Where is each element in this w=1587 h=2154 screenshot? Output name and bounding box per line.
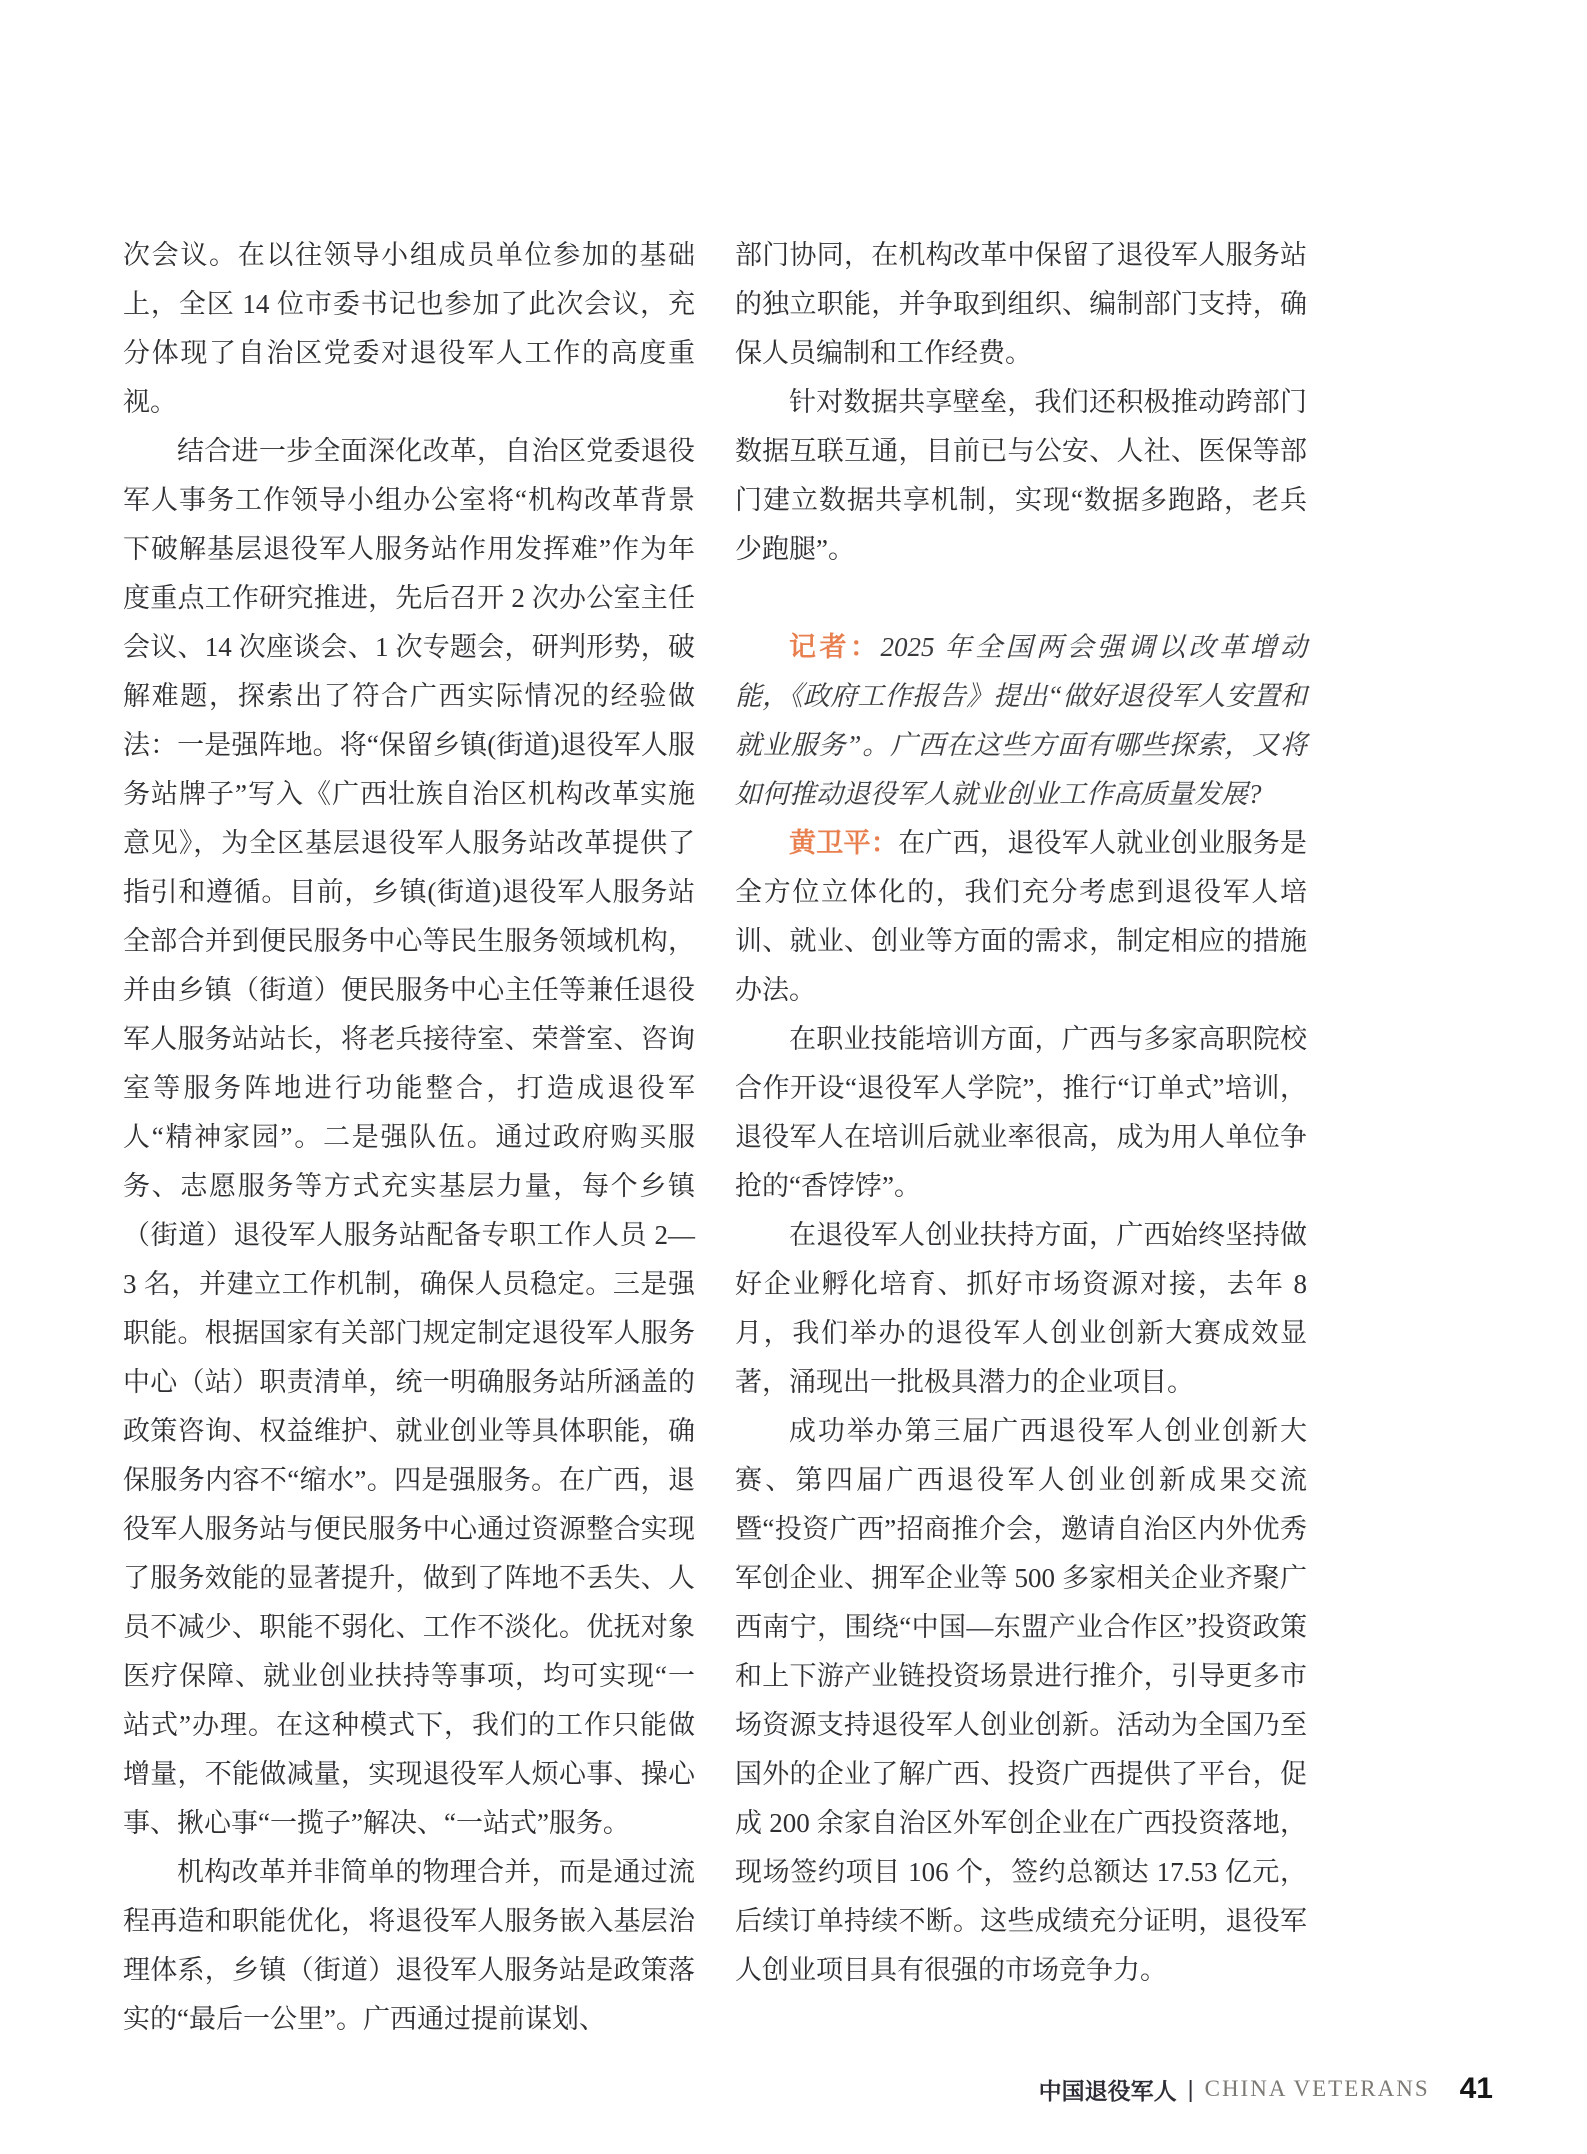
question-text: 2025 年全国两会强调以改革增动能，《政府工作报告》提出“做好退役军人安置和就业服务”。广西在这些方面有哪些探索，又将如何推动退役军人就业创业工作高质量发展?: [735, 632, 1308, 809]
paragraph: 结合进一步全面深化改革，自治区党委退役军人事务工作领导小组办公室将“机构改革背景下破解基层退役军人服务站作用发挥难”作为年度重点工作研究推进，先后召开 2 次办公室主任会议、14 次座谈会、1 次专题会，研判形势，破解难题，探索出了符合广西实际情况的经验做法：一是强阵地。将“保留乡镇(街道)退役军人服务站牌子”写入《广西壮族自治区机构改革实施意见》，为全区基层退役军人服务站改革提供了指引和遵循。目前，乡镇(街道)退役军人服务站全部合并到便民服务中心等民生服务领域机构，并由乡镇（街道）便民服务中心主任等兼任退役军人服务站站长，将老兵接待室、荣誉室、咨询室等服务阵地进行功能整合，打造成退役军人“精神家园”。二是强队伍。通过政府购买服务、志愿服务等方式充实基层力量，每个乡镇（街道）退役军人服务站配备专职工作人员 2—3 名，并建立工作机制，确保人员稳定。三是强职能。根据国家有关部门规定制定退役军人服务中心（站）职责清单，统一明确服务站所涵盖的政策咨询、权益维护、就业创业等具体职能，确保服务内容不“缩水”。四是强服务。在广西，退役军人服务站与便民服务中心通过资源整合实现了服务效能的显著提升，做到了阵地不丢失、人员不减少、职能不弱化、工作不淡化。优抚对象医疗保障、就业创业扶持等事项，均可实现“一站式”办理。在这种模式下，我们的工作只能做增量，不能做减量，实现退役军人烦心事、操心事、揪心事“一揽子”解决、“一站式”服务。: [123, 436, 695, 1838]
paragraph: 在退役军人创业扶持方面，广西始终坚持做好企业孵化培育、抓好市场资源对接，去年 8 月，我们举办的退役军人创业创新大赛成效显著，涌现出一批极具潜力的企业项目。: [735, 1220, 1307, 1397]
left-column: [123, 231, 695, 2044]
reporter-label: 记者：: [789, 632, 881, 662]
paragraph: 针对数据共享壁垒，我们还积极推动跨部门数据互联互通，目前已与公安、人社、医保等部门建立数据共享机制，实现“数据多跑路，老兵少跑腿”。: [735, 387, 1307, 564]
paragraph: 次会议。在以往领导小组成员单位参加的基础上，全区 14 位市委书记也参加了此次会议，充分体现了自治区党委对退役军人工作的高度重视。: [123, 240, 695, 417]
paragraph: 部门协同，在机构改革中保留了退役军人服务站的独立职能，并争取到组织、编制部门支持，确保人员编制和工作经费。: [735, 240, 1307, 368]
page-number: 41: [1459, 2072, 1493, 2105]
interview-answer: [735, 819, 1307, 1015]
footer-separator: |: [1187, 2075, 1194, 2102]
page-footer: [1039, 2072, 1493, 2106]
magazine-title-cn: 中国退役军人: [1038, 2077, 1177, 2104]
interviewee-label: 黄卫平：: [789, 828, 899, 858]
answer-text: 在广西，退役军人就业创业服务是全方位立体化的，我们充分考虑到退役军人培训、就业、创业等方面的需求，制定相应的措施办法。: [735, 828, 1308, 1005]
interview-question: [735, 623, 1307, 819]
article-body: [123, 231, 1307, 2044]
paragraph: 在职业技能培训方面，广西与多家高职院校合作开设“退役军人学院”，推行“订单式”培训，退役军人在培训后就业率很高，成为用人单位争抢的“香饽饽”。: [735, 1024, 1307, 1201]
paragraph: 成功举办第三届广西退役军人创业创新大赛、第四届广西退役军人创业创新成果交流暨“投资广西”招商推介会，邀请自治区内外优秀军创企业、拥军企业等 500 多家相关企业齐聚广西南宁，围绕“中国—东盟产业合作区”投资政策和上下游产业链投资场景进行推介，引导更多市场资源支持退役军人创业创新。活动为全国乃至国外的企业了解广西、投资广西提供了平台，促成 200 余家自治区外军创企业在广西投资落地，现场签约项目 106 个，签约总额达 17.53 亿元，后续订单持续不断。这些成绩充分证明，退役军人创业项目具有很强的市场竞争力。: [735, 1416, 1307, 1985]
magazine-title-en: CHINA VETERANS: [1204, 2076, 1430, 2101]
right-column: [735, 231, 1307, 2044]
paragraph: 机构改革并非简单的物理合并，而是通过流程再造和职能优化，将退役军人服务嵌入基层治理体系，乡镇（街道）退役军人服务站是政策落实的“最后一公里”。广西通过提前谋划、: [123, 1857, 695, 2034]
